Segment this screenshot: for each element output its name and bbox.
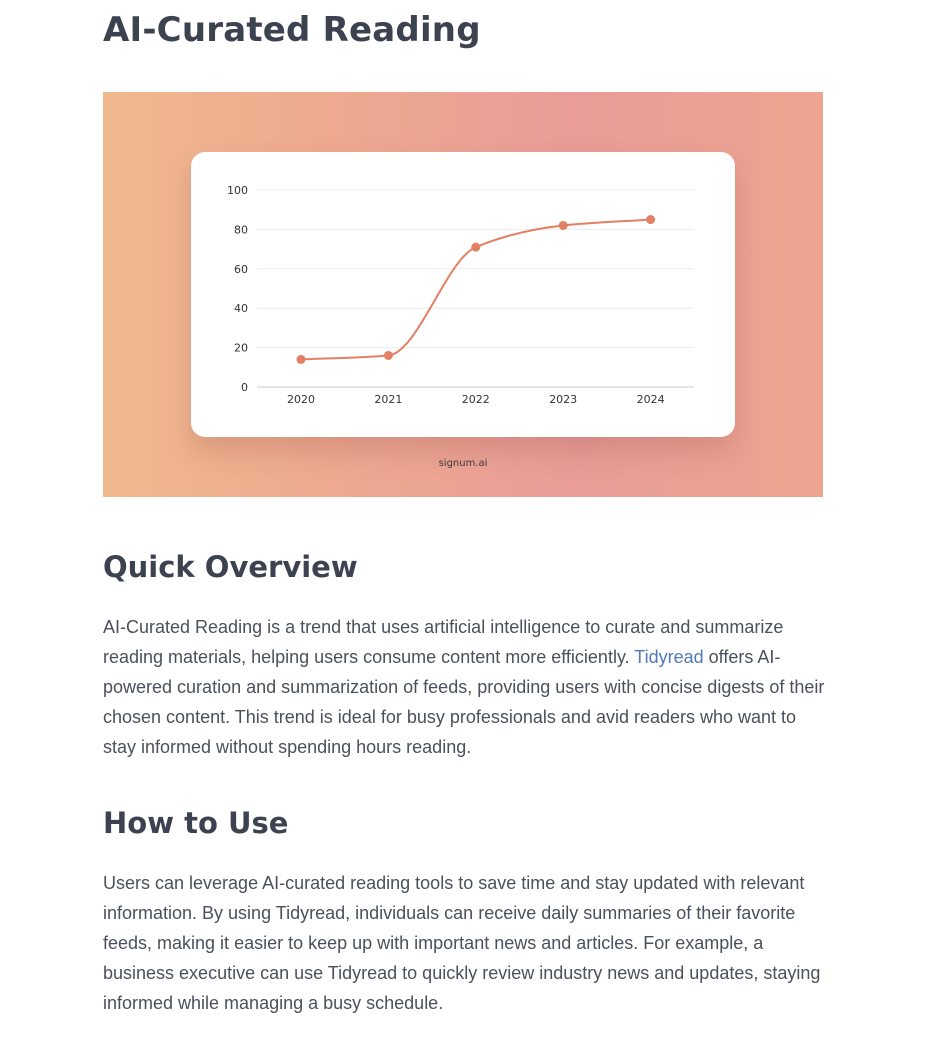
chart-card	[191, 152, 735, 437]
y-tick-label: 20	[234, 341, 248, 355]
how-to-use-paragraph: Users can leverage AI-curated reading tools to save time and stay updated with relevant information. By using Tidyread, individuals can receive daily summaries of their favorite feeds, making it easier to keep up with important news and articles. For example, a business executive can use Tidyread to quickly review industry news and updates, staying informed while managing a busy schedule.	[103, 873, 821, 1013]
overview-paragraph	[103, 612, 827, 762]
x-tick-label: 2021	[374, 393, 403, 406]
data-point	[646, 215, 655, 224]
tidyread-link[interactable]: Tidyread	[634, 647, 704, 667]
image-watermark: signum.ai	[438, 458, 488, 469]
y-tick-label: 100	[227, 184, 248, 197]
hero-image	[103, 92, 823, 497]
x-tick-label: 2020	[287, 393, 315, 406]
data-point	[297, 355, 306, 364]
line-chart	[191, 152, 735, 437]
y-tick-label: 0	[241, 381, 248, 394]
x-tick-label: 2023	[549, 393, 578, 406]
overview-heading: Quick Overview	[103, 550, 358, 584]
y-tick-label: 40	[234, 302, 248, 316]
x-tick-label: 2024	[636, 393, 665, 406]
y-tick-label: 80	[234, 223, 248, 237]
data-point	[384, 351, 393, 360]
how-to-use-heading: How to Use	[103, 806, 289, 840]
overview-text-end: offers AI-powered curation and summarization of feeds, providing users with concise digests of their chosen content. This trend is ideal for busy professionals and avid readers who want to stay informed without spending hours reading.	[103, 647, 825, 757]
data-point	[559, 221, 568, 230]
series-line	[301, 220, 651, 360]
y-tick-label: 60	[234, 262, 248, 276]
page-title: AI-Curated Reading	[103, 10, 481, 50]
overview-text-start: AI-Curated Reading is a trend that uses artificial intelligence to curate and summarize reading materials, helping users consume content more efficiently.	[103, 617, 784, 667]
x-tick-label: 2022	[461, 393, 490, 406]
data-point	[471, 243, 480, 252]
